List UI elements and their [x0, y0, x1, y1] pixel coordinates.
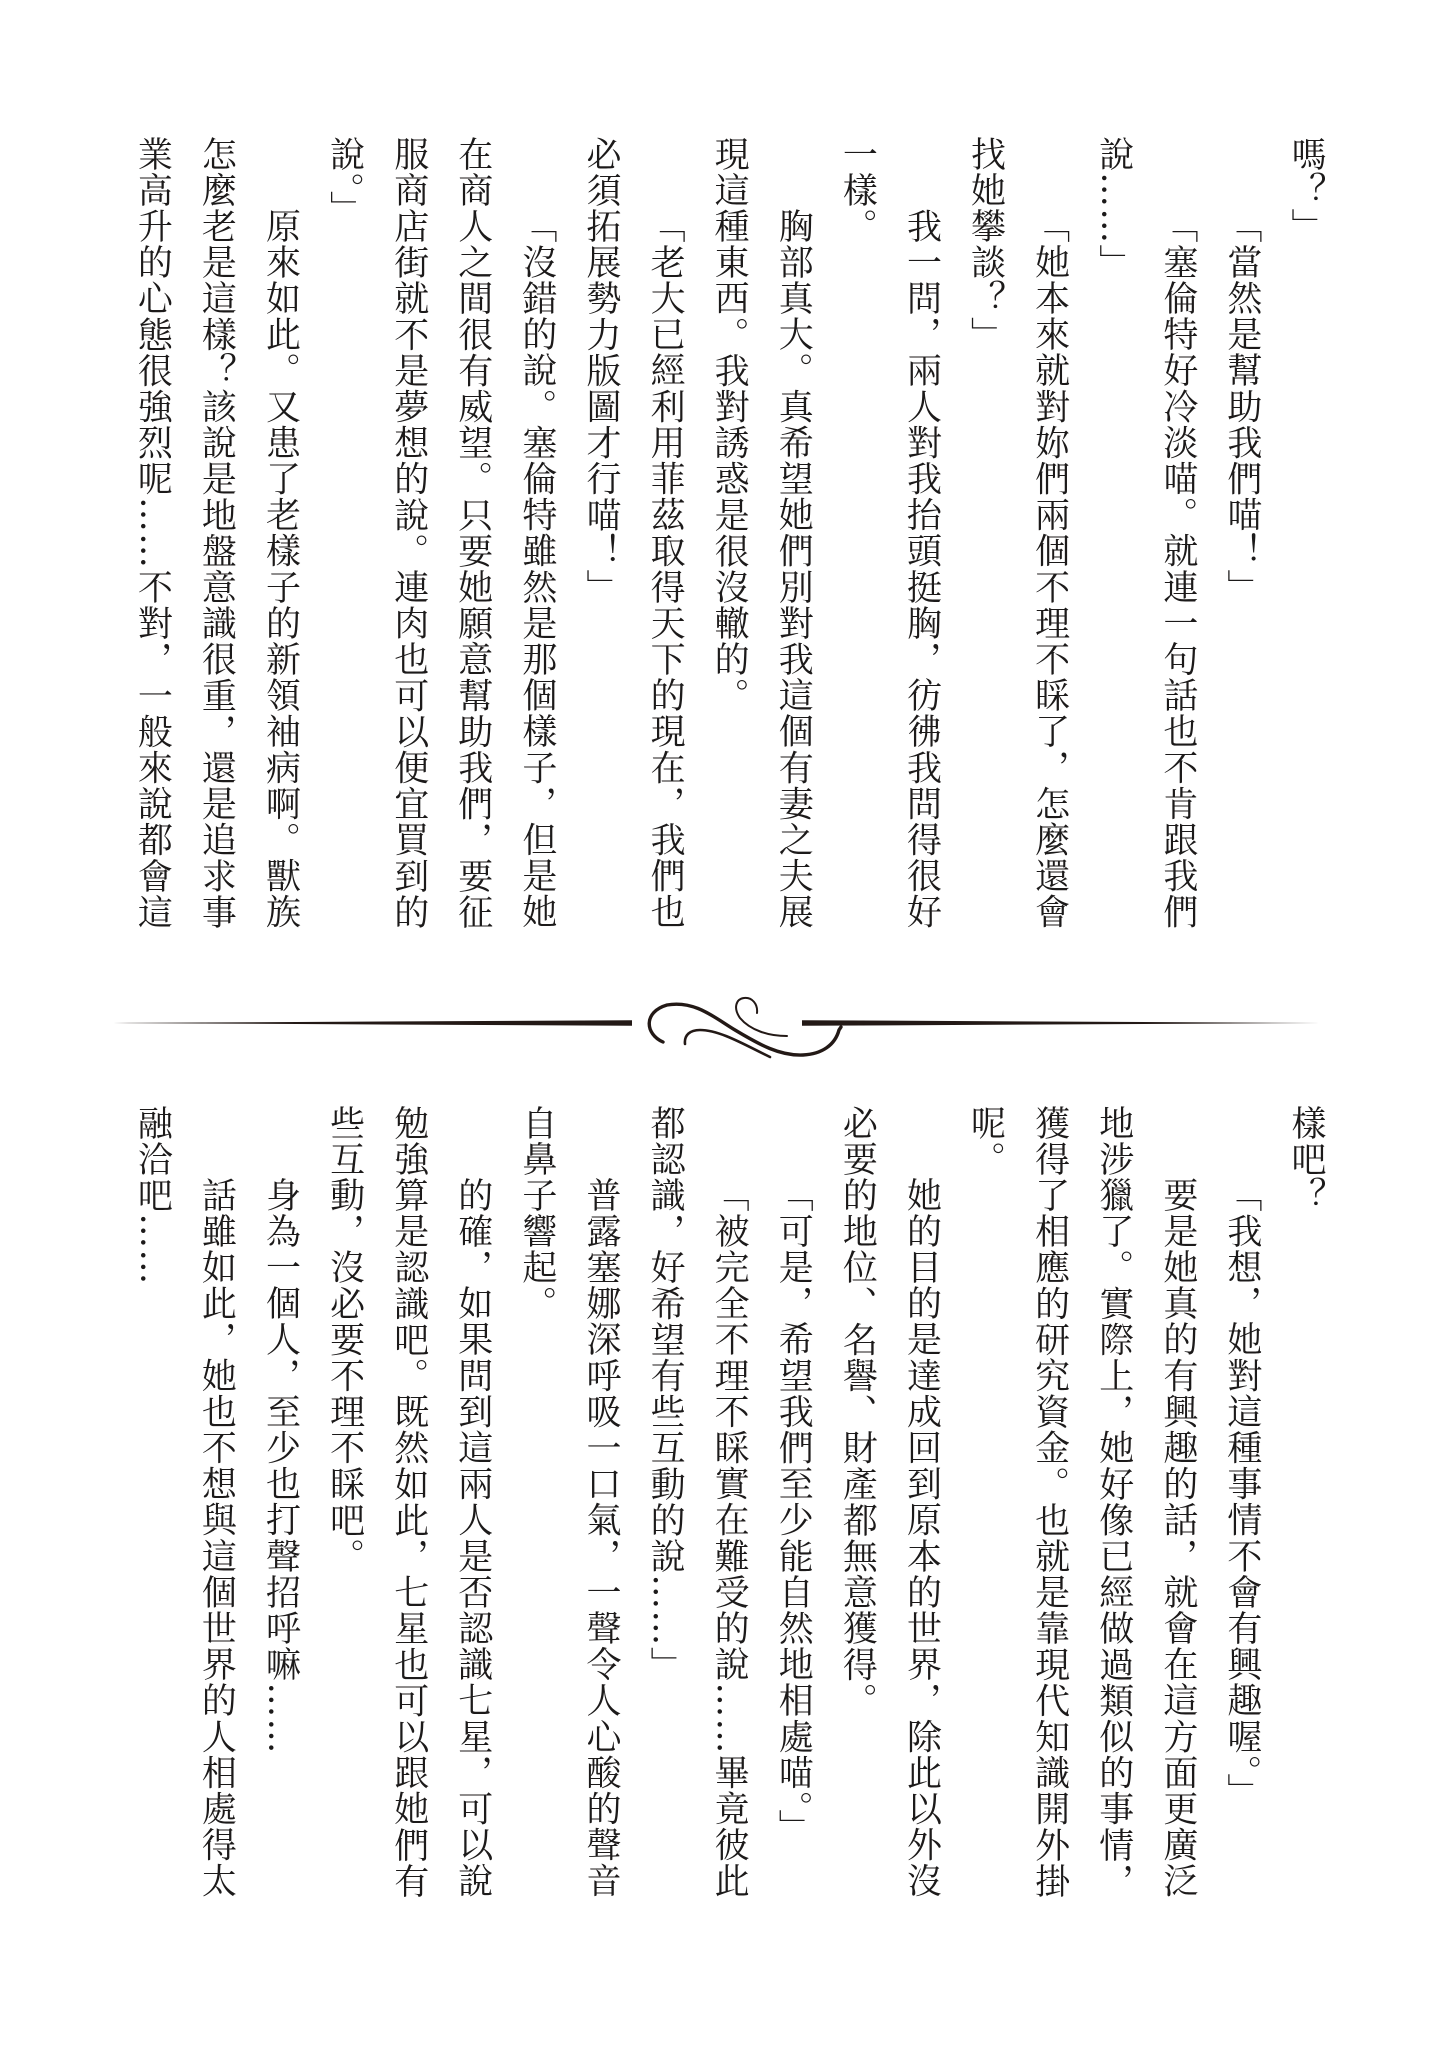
text-column: 「老大已經利用菲茲取得天下的現在，我們也 [645, 208, 686, 931]
text-column: 「塞倫特好冷淡喵。就連一句話也不肯跟我們 [1157, 208, 1198, 931]
text-column: 普露塞娜深呼吸一口氣，一聲令人心酸的聲音 [580, 1177, 621, 1900]
text-column: 「沒錯的說。塞倫特雖然是那個樣子，但是她 [516, 208, 557, 931]
bottom-text-block [120, 1105, 1338, 1925]
text-column: 在商人之間很有威望。只要她願意幫助我們，要征 [452, 136, 493, 931]
text-column: 些互動，沒必要不理不睬吧。 [324, 1105, 365, 1575]
text-column: 必要的地位、名譽、財產都無意獲得。 [837, 1105, 878, 1719]
text-column: 說。」 [324, 136, 365, 227]
text-column: 「當然是幫助我們喵！」 [1221, 208, 1262, 606]
text-column: 說……」 [1093, 136, 1134, 281]
text-column: 我一問，兩人對我抬頭挺胸，彷彿我問得很好 [901, 208, 942, 931]
text-column: 勉強算是認識吧。既然如此，七星也可以跟她們有 [388, 1105, 429, 1900]
text-column: 都認識，好希望有些互動的說……」 [645, 1105, 686, 1683]
text-column: 一樣。 [837, 136, 878, 245]
text-column: 呢。 [965, 1105, 1006, 1178]
section-divider [100, 990, 1345, 1070]
divider-line-left [113, 1020, 632, 1026]
text-column: 「可是，希望我們至少能自然地相處喵。」 [773, 1177, 814, 1846]
text-column: 嗎？」 [1286, 136, 1326, 245]
text-column: 樣吧？ [1286, 1105, 1326, 1214]
text-column: 胸部真大。真希望她們別對我這個有妻之夫展 [773, 208, 814, 931]
text-column: 原來如此。又患了老樣子的新領袖病啊。獸族 [260, 208, 301, 931]
text-column: 怎麼老是這樣？該說是地盤意識很重，還是追求事 [196, 136, 237, 931]
flourish-ornament-icon [100, 990, 1345, 1070]
text-column: 她的目的是達成回到原本的世界，除此以外沒 [901, 1177, 942, 1900]
text-column: 業高升的心態很強烈呢……不對，一般來說都會這 [132, 136, 173, 931]
top-text-block [120, 136, 1338, 956]
text-column: 現這種東西。我對誘惑是很沒轍的。 [709, 136, 750, 714]
text-column: 要是她真的有興趣的話，就會在這方面更廣泛 [1157, 1177, 1198, 1900]
text-column: 自鼻子響起。 [516, 1105, 557, 1322]
divider-line-right [802, 1020, 1320, 1026]
text-column: 融洽吧…… [132, 1105, 173, 1286]
text-column: 「她本來就對妳們兩個不理不睬了，怎麼還會 [1029, 208, 1070, 931]
text-column: 找她攀談？」 [965, 136, 1006, 353]
text-column: 地涉獵了。實際上，她好像已經做過類似的事情， [1093, 1105, 1134, 1900]
text-column: 話雖如此，她也不想與這個世界的人相處得太 [196, 1177, 237, 1900]
text-column: 身為一個人，至少也打聲招呼嘛…… [260, 1177, 301, 1755]
text-column: 獲得了相應的研究資金。也就是靠現代知識開外掛 [1029, 1105, 1070, 1900]
flourish-swirl [649, 998, 841, 1057]
text-column: 「被完全不理不睬實在難受的說……畢竟彼此 [709, 1177, 750, 1900]
text-column: 服商店街就不是夢想的說。連肉也可以便宜買到的 [388, 136, 429, 931]
text-column: 的確，如果問到這兩人是否認識七星，可以說 [452, 1177, 493, 1900]
text-column: 必須拓展勢力版圖才行喵！」 [580, 136, 621, 606]
text-column: 「我想，她對這種事情不會有興趣喔。」 [1221, 1177, 1262, 1810]
